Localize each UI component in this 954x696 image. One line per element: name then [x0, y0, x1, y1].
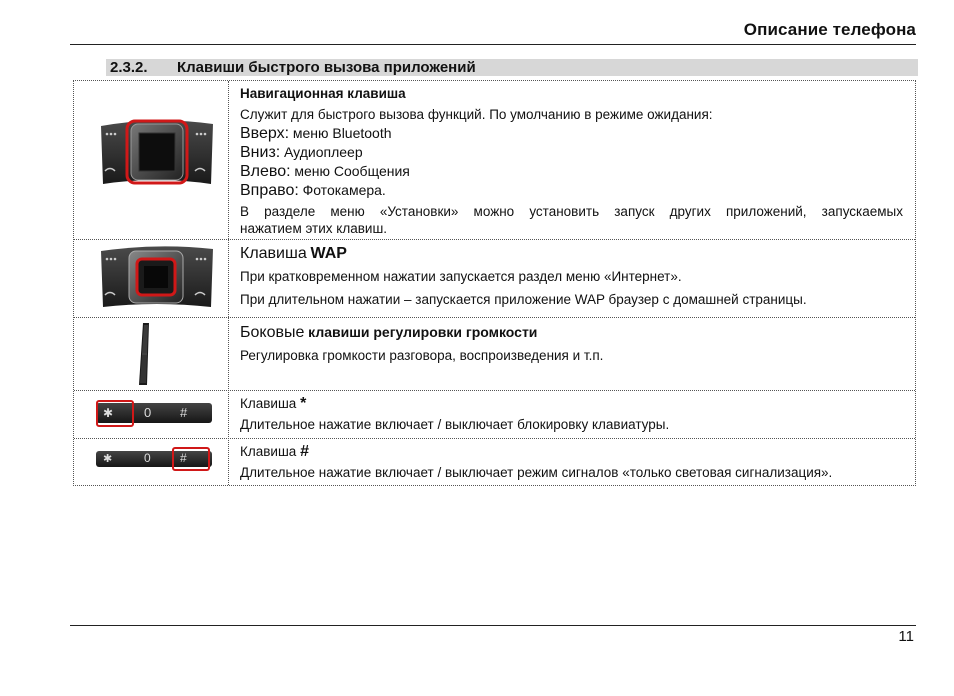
wap-long-press: При длительном нажатии – запускается приложение WAP браузер с домашней страницы. — [240, 292, 807, 307]
hash-key-illustration — [96, 445, 212, 473]
wap-key-illustration — [99, 245, 215, 311]
navigation-key-intro: Служит для быстрого вызова функций. По умолчанию в режиме ожидания: — [240, 107, 713, 122]
wap-short-press: При кратковременном нажатии запускается раздел меню «Интернет». — [240, 269, 682, 284]
volume-keys-illustration — [129, 321, 159, 387]
table-row-divider — [74, 390, 915, 391]
star-key-description — [240, 395, 903, 434]
table-row-divider — [74, 239, 915, 240]
volume-heading-prefix: Боковые — [240, 324, 305, 341]
navigation-key-description — [240, 85, 903, 237]
navigation-key-heading: Навигационная клавиша — [240, 86, 406, 101]
star-key-glyph: ✱ — [103, 453, 113, 465]
hash-key-long-press: Длительное нажатие включает / выключает режим сигналов «только световая сигнализация». — [240, 465, 833, 480]
nav-down-label: Вниз: — [240, 144, 281, 161]
volume-keys-description — [240, 322, 903, 365]
star-key-illustration — [96, 397, 212, 429]
table-column-divider — [228, 81, 229, 485]
footer-divider — [70, 625, 916, 626]
nav-right-label: Вправо: — [240, 182, 299, 199]
hash-key-glyph: # — [180, 451, 187, 465]
nav-left-value: меню Сообщения — [294, 163, 410, 179]
hash-key-heading-key: # — [300, 443, 309, 460]
navigation-key-note-line2: нажатием этих клавиш. — [240, 221, 388, 236]
nav-right-value: Фотокамера. — [302, 182, 386, 198]
table-row-divider — [74, 317, 915, 318]
section-title: Клавиши быстрого вызова приложений — [177, 59, 476, 76]
navigation-key-note-line1: В разделе меню «Установки» можно установить запуск других приложений, запускаемых — [240, 204, 903, 219]
page-number: 11 — [898, 628, 914, 645]
navigation-key-illustration — [99, 118, 215, 188]
star-key-long-press: Длительное нажатие включает / выключает блокировку клавиатуры. — [240, 417, 670, 432]
nav-down-value: Аудиоплеер — [284, 144, 363, 160]
hash-key-glyph: # — [180, 405, 188, 420]
volume-description: Регулировка громкости разговора, воспроизведения и т.п. — [240, 348, 604, 363]
volume-heading-rest: клавиши регулировки громкости — [308, 324, 538, 340]
page-header-title: Описание телефона — [743, 20, 916, 39]
wap-key-heading-key: WAP — [310, 245, 347, 262]
zero-key-glyph: 0 — [144, 451, 151, 465]
star-key-heading-key: * — [300, 395, 307, 412]
star-key-glyph: ✱ — [103, 406, 114, 420]
hash-key-heading-prefix: Клавиша — [240, 444, 297, 459]
nav-up-value: меню Bluetooth — [292, 125, 392, 141]
wap-key-description — [240, 244, 903, 309]
nav-up-label: Вверх: — [240, 125, 290, 142]
wap-key-heading-prefix: Клавиша — [240, 245, 307, 262]
keys-table — [73, 80, 916, 486]
header-divider — [70, 44, 916, 45]
hash-key-description — [240, 443, 903, 482]
zero-key-glyph: 0 — [144, 405, 152, 420]
table-row-divider — [74, 438, 915, 439]
section-number: 2.3.2. — [110, 59, 148, 76]
nav-left-label: Влево: — [240, 163, 291, 180]
star-key-heading-prefix: Клавиша — [240, 396, 297, 411]
